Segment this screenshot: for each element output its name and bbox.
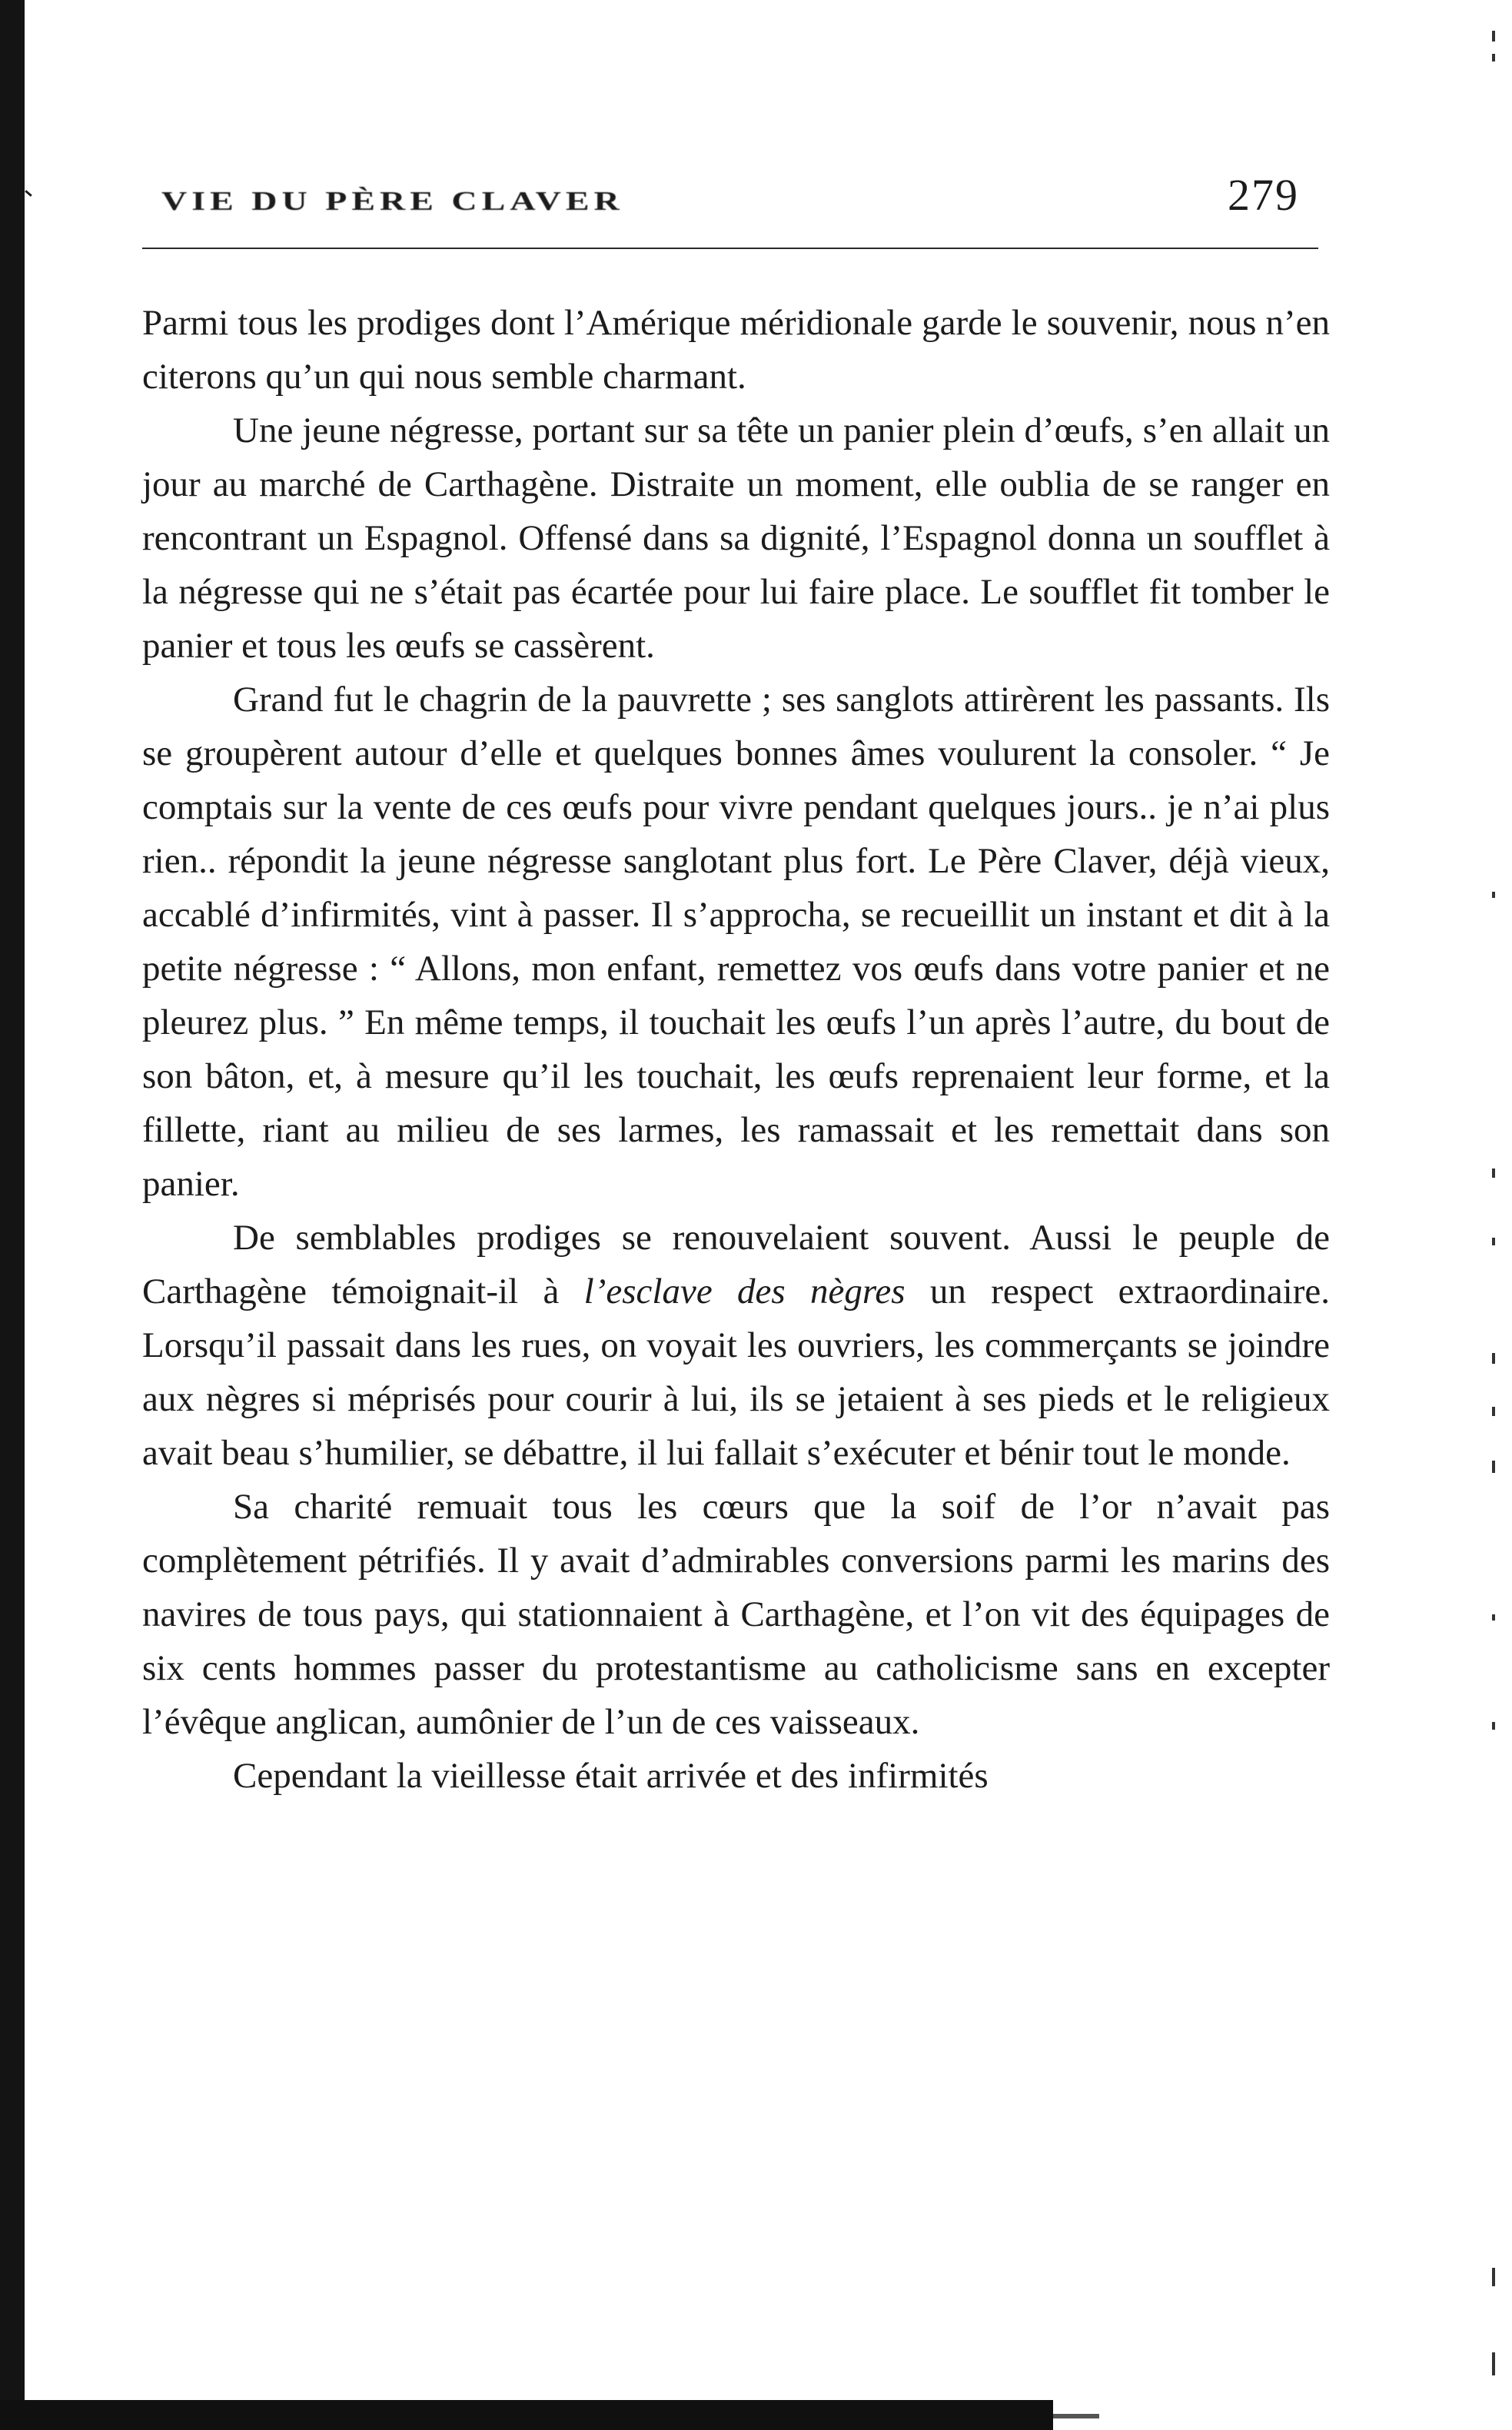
speck: [1492, 1407, 1495, 1416]
speck: [1492, 1168, 1495, 1178]
header-rule: [142, 248, 1318, 249]
italic-phrase: l’esclave des nègres: [583, 1272, 906, 1311]
speck: [1492, 1722, 1495, 1730]
paragraph-negress-eggs: Une jeune négresse, portant sur sa tête un panier plein d’œufs, s’en allait un jour au marché de Carthagène. Distraite un moment, elle oublia de se ranger en rencontrant un Espagnol. Offensé dans sa dignité, l’Espagnol donna un soufflet à la négresse qui ne s’était pas écartée pour lui faire place. Le soufflet fit tomber le panier et tous les œufs se cassèrent.: [142, 411, 1330, 666]
paragraph-intro: Parmi tous les prodiges dont l’Amérique méridionale garde le souvenir, nous n’en citerons qu’un qui nous semble charmant.: [142, 303, 1330, 397]
page-binding-edge: [0, 0, 25, 2430]
running-head: [142, 165, 1330, 227]
speck: [1492, 2352, 1495, 2375]
paragraph-veneration: [142, 1211, 1330, 1480]
speck: [1492, 54, 1495, 61]
body-text: [142, 296, 1330, 1803]
paragraph-miracle: Grand fut le chagrin de la pauvrette ; ses sanglots attirèrent les passants. Ils se groupèrent autour d’elle et quelques bonnes âmes voulurent la consoler. “ Je comptais sur la vente de ces œufs pour vivre pendant quelques jours.. je n’ai plus rien.. répondit la jeune négresse sanglotant plus fort. Le Père Claver, déjà vieux, accablé d’infirmités, vint à passer. Il s’approcha, se recueillit un instant et dit à la petite négresse : “ Allons, mon enfant, remettez vos œufs dans votre panier et ne pleurez plus. ” En même temps, il touchait les œufs l’un après l’autre, du bout de son bâton, et, à mesure qu’il les touchait, les œufs reprenaient leur forme, et la fillette, riant au milieu de ses larmes, les ramassait et les remettait dans son panier.: [142, 680, 1330, 1204]
margin-specks: [1466, 0, 1512, 2430]
speck: [1492, 1614, 1495, 1621]
binding-notch-mark: [25, 190, 32, 197]
speck: [1492, 1238, 1495, 1245]
speck: [1492, 1353, 1495, 1364]
scan-bottom-edge-fade: [1053, 2414, 1099, 2418]
book-page: [142, 0, 1330, 2430]
speck: [1492, 2268, 1495, 2286]
scan-bottom-edge: [0, 2400, 1053, 2430]
paragraph-old-age: Cependant la vieillesse était arrivée et des infirmités: [233, 1756, 989, 1796]
speck: [1492, 892, 1495, 898]
running-head-title: VIE DU PÈRE CLAVER: [161, 186, 624, 216]
paragraph-veneration-start: De semblables prodiges se renouvelaient souvent. Aussi le peuple de Carthagène témoignait-il à: [142, 1218, 1330, 1311]
page-number: 279: [1228, 170, 1299, 220]
speck: [1492, 1461, 1495, 1473]
paragraph-veneration-end: un respect extraordinaire. Lorsqu’il passait dans les rues, on voyait les ouvriers, les commerçants se joindre aux nègres si méprisés pour courir à lui, ils se jetaient à ses pieds et le religieux avait beau s’humilier, se débattre, il lui fallait s’exécuter et bénir tout le monde.: [142, 1272, 1331, 1473]
paragraph-conversions: Sa charité remuait tous les cœurs que la soif de l’or n’avait pas complètement pétrifiés. Il y avait d’admirables conversions parmi les marins des navires de tous pays, qui stationnaient à Carthagène, et l’on vit des équipages de six cents hommes passer du protestantisme au catholicisme sans en excepter l’évêque anglican, aumônier de l’un de ces vaisseaux.: [142, 1487, 1330, 1742]
speck: [1492, 31, 1495, 42]
